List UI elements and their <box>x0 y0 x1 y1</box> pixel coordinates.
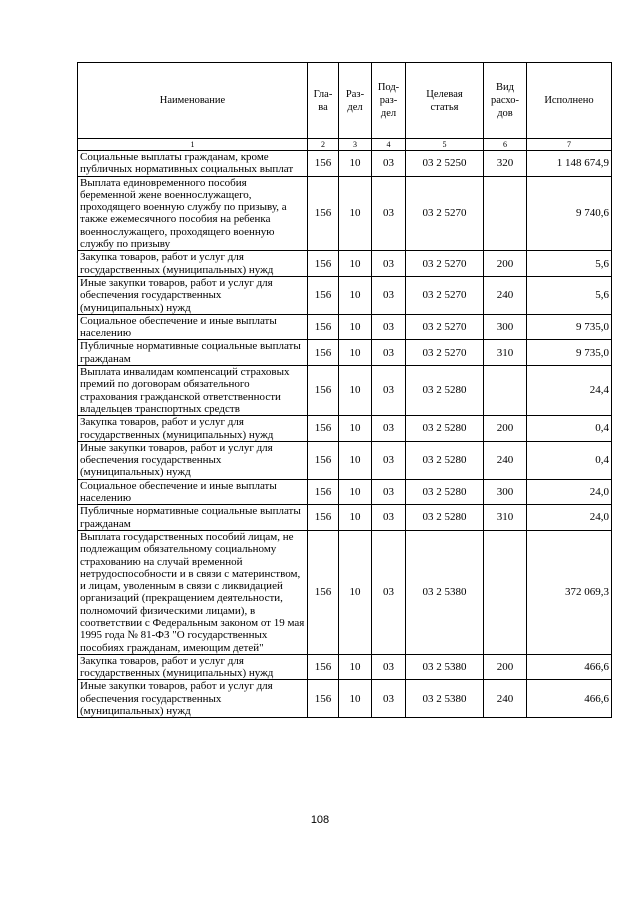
row-glava: 156 <box>308 276 339 314</box>
row-name: Выплата единовременного пособия беременной жене военнослужащего, проходящего военную службу по призыву, а также ежемесячного пособия на ребенка военнослужащего, проходящего военную службу по призыву <box>78 176 308 251</box>
table-row <box>78 314 612 340</box>
row-name: Выплата государственных пособий лицам, не подлежащим обязательному социальному страхованию на случай временной нетрудоспособности и в связи с материнством, и лицам, уволенным в связи с ликвидацией организаций (прекращением деятельности, полномочий физическими лицами), в соответствии с Федеральным законом от 19 мая 1995 года № 81-ФЗ "О государственных пособиях гражданам, имеющим детей" <box>78 530 308 654</box>
row-statya: 03 2 5280 <box>406 366 484 416</box>
row-name: Закупка товаров, работ и услуг для государственных (муниципальных) нужд <box>78 654 308 680</box>
row-podrazdel: 03 <box>372 680 406 718</box>
row-vid: 240 <box>484 680 527 718</box>
header-glava: Гла- ва <box>308 63 339 139</box>
table-row <box>78 176 612 251</box>
row-name: Социальное обеспечение и иные выплаты населению <box>78 479 308 505</box>
row-glava: 156 <box>308 251 339 277</box>
column-number-row <box>78 139 612 151</box>
row-glava: 156 <box>308 151 339 177</box>
row-glava: 156 <box>308 340 339 366</box>
row-vid: 200 <box>484 251 527 277</box>
row-statya: 03 2 5270 <box>406 276 484 314</box>
row-amount: 24,4 <box>527 366 612 416</box>
column-number: 3 <box>339 139 372 151</box>
header-podrazdel: Под- раз- дел <box>372 63 406 139</box>
row-name: Социальное обеспечение и иные выплаты населению <box>78 314 308 340</box>
row-podrazdel: 03 <box>372 366 406 416</box>
row-glava: 156 <box>308 416 339 442</box>
table-row <box>78 416 612 442</box>
row-podrazdel: 03 <box>372 151 406 177</box>
row-amount: 5,6 <box>527 276 612 314</box>
row-glava: 156 <box>308 314 339 340</box>
row-podrazdel: 03 <box>372 276 406 314</box>
row-razdel: 10 <box>339 680 372 718</box>
row-name: Закупка товаров, работ и услуг для государственных (муниципальных) нужд <box>78 251 308 277</box>
header-row <box>78 63 612 139</box>
row-razdel: 10 <box>339 505 372 531</box>
header-statya: Целевая статья <box>406 63 484 139</box>
row-razdel: 10 <box>339 416 372 442</box>
row-vid: 200 <box>484 654 527 680</box>
row-podrazdel: 03 <box>372 654 406 680</box>
table-row <box>78 151 612 177</box>
row-razdel: 10 <box>339 340 372 366</box>
row-glava: 156 <box>308 176 339 251</box>
row-name: Иные закупки товаров, работ и услуг для обеспечения государственных (муниципальных) нужд <box>78 276 308 314</box>
row-glava: 156 <box>308 680 339 718</box>
row-glava: 156 <box>308 530 339 654</box>
row-vid: 310 <box>484 505 527 531</box>
column-number: 7 <box>527 139 612 151</box>
row-vid <box>484 530 527 654</box>
row-name: Публичные нормативные социальные выплаты гражданам <box>78 340 308 366</box>
row-amount: 372 069,3 <box>527 530 612 654</box>
row-amount: 24,0 <box>527 479 612 505</box>
row-glava: 156 <box>308 654 339 680</box>
column-number: 6 <box>484 139 527 151</box>
column-number: 5 <box>406 139 484 151</box>
row-razdel: 10 <box>339 479 372 505</box>
page-number: 108 <box>310 814 330 826</box>
row-name: Иные закупки товаров, работ и услуг для обеспечения государственных (муниципальных) нужд <box>78 680 308 718</box>
row-podrazdel: 03 <box>372 530 406 654</box>
row-podrazdel: 03 <box>372 505 406 531</box>
row-statya: 03 2 5250 <box>406 151 484 177</box>
row-vid: 240 <box>484 276 527 314</box>
table-row <box>78 340 612 366</box>
row-amount: 1 148 674,9 <box>527 151 612 177</box>
row-razdel: 10 <box>339 176 372 251</box>
row-name: Выплата инвалидам компенсаций страховых премий по договорам обязательного страхования гражданской ответственности владельцев транспортных средств <box>78 366 308 416</box>
table-row <box>78 654 612 680</box>
header-razdel: Раз- дел <box>339 63 372 139</box>
table-row <box>78 530 612 654</box>
row-podrazdel: 03 <box>372 441 406 479</box>
row-statya: 03 2 5380 <box>406 654 484 680</box>
table-row <box>78 366 612 416</box>
row-razdel: 10 <box>339 441 372 479</box>
row-amount: 466,6 <box>527 680 612 718</box>
row-statya: 03 2 5270 <box>406 314 484 340</box>
column-number: 4 <box>372 139 406 151</box>
row-podrazdel: 03 <box>372 416 406 442</box>
row-glava: 156 <box>308 441 339 479</box>
row-razdel: 10 <box>339 366 372 416</box>
row-vid: 320 <box>484 151 527 177</box>
header-vid: Вид расхо- дов <box>484 63 527 139</box>
row-amount: 466,6 <box>527 654 612 680</box>
table-row <box>78 680 612 718</box>
row-vid <box>484 366 527 416</box>
row-amount: 5,6 <box>527 251 612 277</box>
row-name: Иные закупки товаров, работ и услуг для обеспечения государственных (муниципальных) нужд <box>78 441 308 479</box>
row-podrazdel: 03 <box>372 251 406 277</box>
row-amount: 9 740,6 <box>527 176 612 251</box>
row-statya: 03 2 5380 <box>406 530 484 654</box>
row-podrazdel: 03 <box>372 479 406 505</box>
row-amount: 9 735,0 <box>527 340 612 366</box>
row-razdel: 10 <box>339 276 372 314</box>
table-row <box>78 276 612 314</box>
row-razdel: 10 <box>339 530 372 654</box>
header-amount: Исполнено <box>527 63 612 139</box>
row-statya: 03 2 5380 <box>406 680 484 718</box>
header-name: Наименование <box>78 63 308 139</box>
row-name: Социальные выплаты гражданам, кроме публичных нормативных социальных выплат <box>78 151 308 177</box>
row-vid: 300 <box>484 314 527 340</box>
row-statya: 03 2 5280 <box>406 416 484 442</box>
row-glava: 156 <box>308 505 339 531</box>
row-razdel: 10 <box>339 251 372 277</box>
row-name: Закупка товаров, работ и услуг для государственных (муниципальных) нужд <box>78 416 308 442</box>
row-podrazdel: 03 <box>372 176 406 251</box>
row-vid <box>484 176 527 251</box>
row-name: Публичные нормативные социальные выплаты гражданам <box>78 505 308 531</box>
row-statya: 03 2 5280 <box>406 479 484 505</box>
row-amount: 0,4 <box>527 416 612 442</box>
row-statya: 03 2 5280 <box>406 441 484 479</box>
row-glava: 156 <box>308 479 339 505</box>
row-razdel: 10 <box>339 314 372 340</box>
table-row <box>78 479 612 505</box>
row-vid: 240 <box>484 441 527 479</box>
row-podrazdel: 03 <box>372 314 406 340</box>
row-razdel: 10 <box>339 654 372 680</box>
column-number: 1 <box>78 139 308 151</box>
table-row <box>78 505 612 531</box>
row-statya: 03 2 5280 <box>406 505 484 531</box>
row-vid: 310 <box>484 340 527 366</box>
row-vid: 200 <box>484 416 527 442</box>
row-statya: 03 2 5270 <box>406 251 484 277</box>
row-amount: 9 735,0 <box>527 314 612 340</box>
row-glava: 156 <box>308 366 339 416</box>
table-row <box>78 251 612 277</box>
row-podrazdel: 03 <box>372 340 406 366</box>
row-vid: 300 <box>484 479 527 505</box>
row-amount: 24,0 <box>527 505 612 531</box>
row-statya: 03 2 5270 <box>406 176 484 251</box>
row-statya: 03 2 5270 <box>406 340 484 366</box>
column-number: 2 <box>308 139 339 151</box>
row-razdel: 10 <box>339 151 372 177</box>
budget-table <box>77 62 612 718</box>
table-row <box>78 441 612 479</box>
row-amount: 0,4 <box>527 441 612 479</box>
